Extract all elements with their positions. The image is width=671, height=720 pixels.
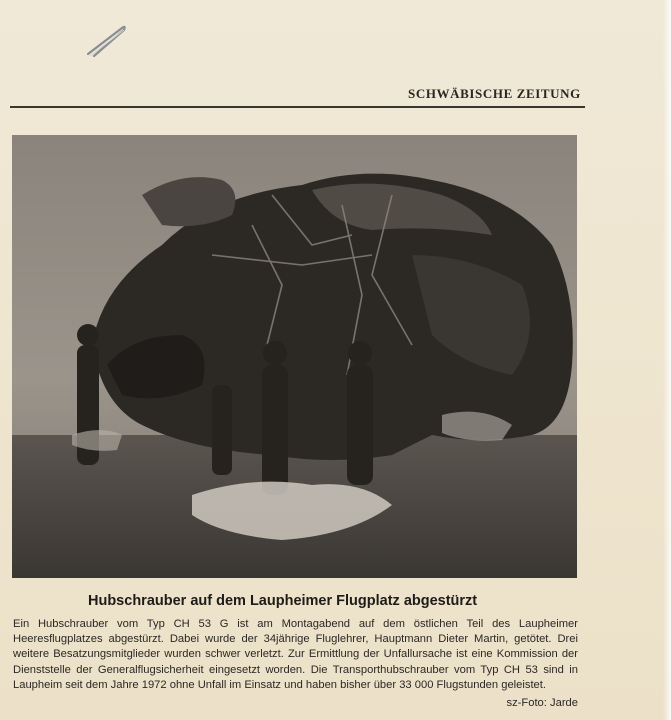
news-photo xyxy=(12,135,577,578)
masthead-divider xyxy=(10,106,585,108)
paper-edge xyxy=(663,0,671,720)
photo-credit: sz-Foto: Jarde xyxy=(506,697,578,709)
staple-icon xyxy=(84,20,130,60)
helicopter-wreck-icon xyxy=(12,135,577,578)
newspaper-name: SCHWÄBISCHE ZEITUNG xyxy=(408,86,581,101)
article-headline: Hubschrauber auf dem Laupheimer Flugplatz abgestürzt xyxy=(88,593,478,609)
article-body: Ein Hubschrauber vom Typ CH 53 G ist am Montagabend auf dem östlichen Teil des Laupheimer Heeresflugplatzes abgestürzt. Dabei wurde der 34jährige Fluglehrer, Hauptmann Dieter Martin, getötet. Drei weitere Besatzungsmitglieder wurden schwer verletzt. Zur Ermittlung der Unfallursache ist eine Kommission der Dienststelle der Generalflugsicherheit eingesetzt worden. Die Transporthubschrauber vom Typ CH 53 sind in Laupheim seit dem Jahre 1972 ohne Unfall im Einsatz und haben bisher über 33 000 Flugstunden geleistet. xyxy=(13,618,578,691)
